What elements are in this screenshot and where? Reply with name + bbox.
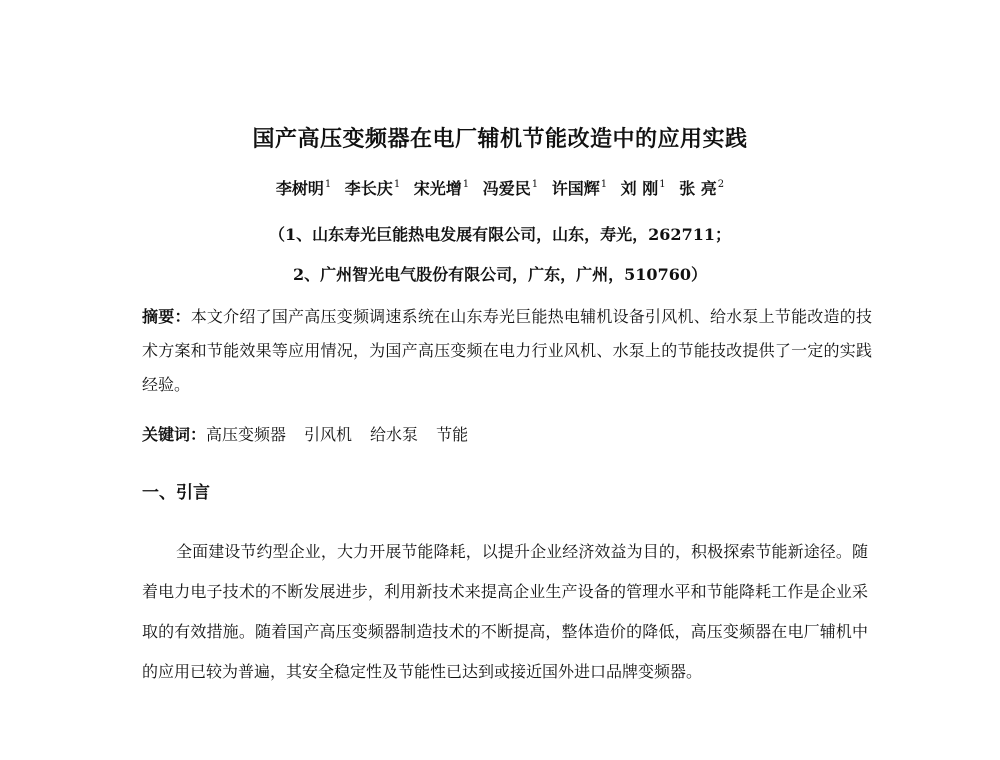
keyword: 高压变频器 [206, 425, 287, 444]
author: 张 亮$^2$ [679, 179, 725, 198]
keyword: 引风机 [304, 425, 353, 444]
abstract [142, 300, 872, 402]
abstract-label: 摘要： [142, 307, 191, 326]
author-list [0, 176, 1000, 199]
author: 李长庆$^1$ [344, 179, 401, 198]
body-paragraph: 全面建设节约型企业，大力开展节能降耗，以提升企业经济效益为目的，积极探索节能新途径。随着电力电子技术的不断发展进步，利用新技术来提高企业生产设备的管理水平和节能降耗工作是企业采取的有效措施。随着国产高压变频器制造技术的不断提高，整体造价的降低，高压变频器在电厂辅机中的应用已较为普遍，其安全稳定性及节能性已达到或接近国外进口品牌变频器。 [142, 542, 868, 681]
keywords-label: 关键词： [142, 425, 207, 444]
author: 李树明$^1$ [275, 179, 332, 198]
next-heading-fragment [176, 750, 326, 760]
abstract-text: 本文介绍了国产高压变频调速系统在山东寿光巨能热电辅机设备引风机、给水泵上节能改造的技术方案和节能效果等应用情况，为国产高压变频在电力行业风机、水泵上的节能技改提供了一定的实践经验。 [142, 307, 872, 394]
keywords [142, 418, 872, 452]
paper-title: 国产高压变频器在电厂辅机节能改造中的应用实践 [252, 126, 748, 152]
author: 冯爱民$^1$ [482, 179, 539, 198]
keyword: 节能 [436, 425, 469, 444]
keyword: 给水泵 [370, 425, 419, 444]
author: 刘 刚$^1$ [620, 179, 666, 198]
affiliation-1: （1、山东寿光巨能热电发展有限公司，山东，寿光，262711； [269, 225, 731, 244]
author: 许国辉$^1$ [551, 179, 608, 198]
affiliation-2: 2、广州智光电气股份有限公司，广东，广州，510760） [293, 265, 707, 284]
author: 宋光增$^1$ [413, 179, 470, 198]
section-heading: 一、引言 [142, 483, 210, 503]
